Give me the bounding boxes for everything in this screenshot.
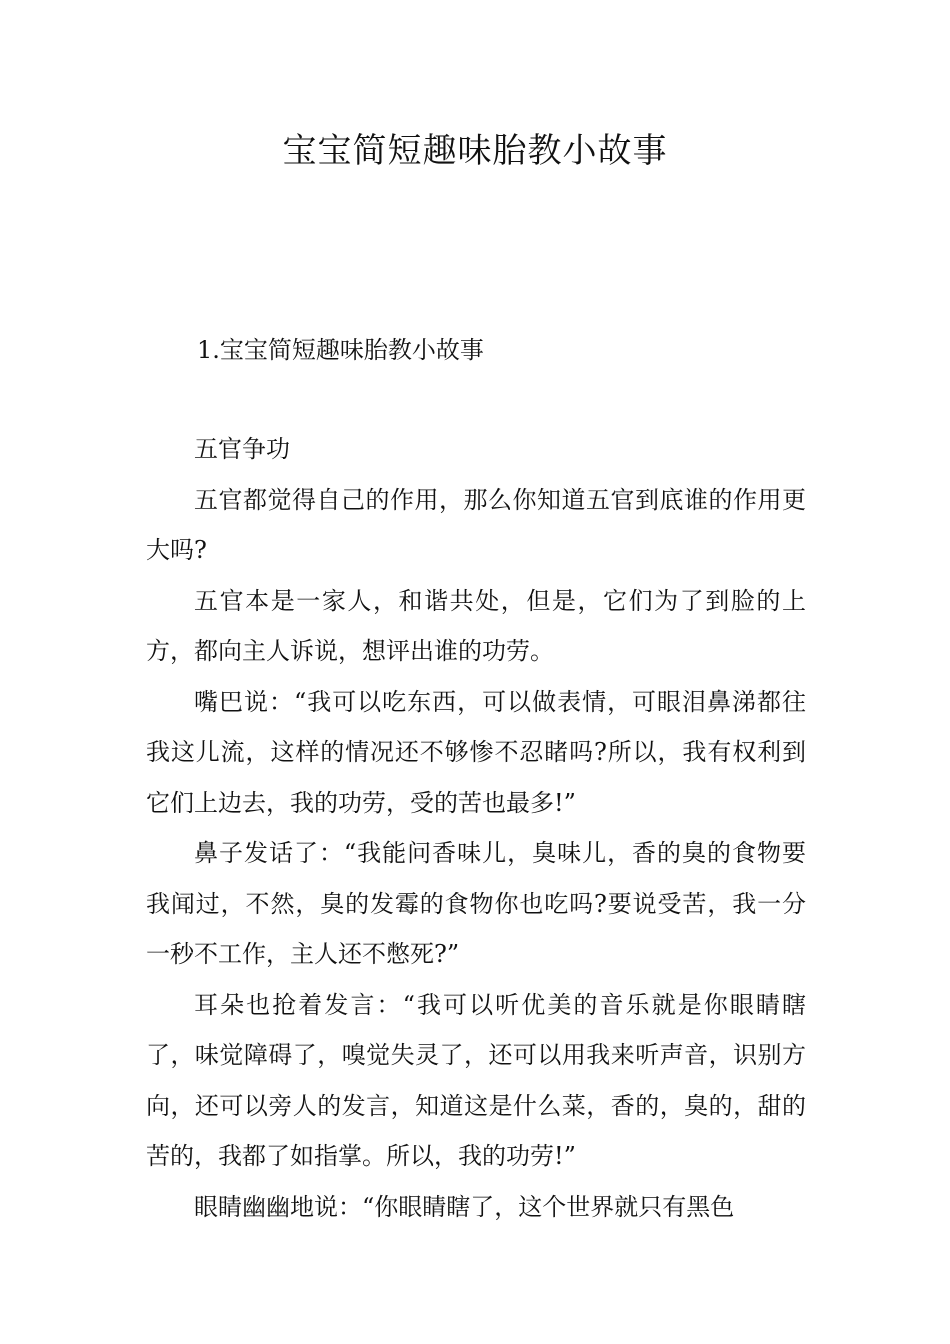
story-title: 五官争功 (194, 435, 290, 463)
paragraph: 眼睛幽幽地说：“你眼睛瞎了，这个世界就只有黑色 (194, 1192, 735, 1221)
story-body (146, 424, 806, 1232)
paragraph: 五官本是一家人，和谐共处，但是，它们为了到脸的上方，都向主人诉说，想评出谁的功劳。 (146, 586, 806, 665)
document-title: 宝宝简短趣味胎教小故事 (282, 131, 668, 171)
paragraph: 耳朵也抢着发言：“我可以听优美的音乐就是你眼睛瞎了，味觉障碍了，嗅觉失灵了，还可以用我来听声音，识别方向，还可以旁人的发言，知道这是什么菜，香的，臭的，甜的苦的，我都了如指掌。所以，我的功劳!” (146, 990, 806, 1170)
paragraph: 鼻子发话了：“我能问香味儿，臭味儿，香的臭的食物要我闻过，不然，臭的发霉的食物你也吃吗?要说受苦，我一分一秒不工作，主人还不憋死?” (146, 839, 806, 968)
paragraph: 五官都觉得自己的作用，那么你知道五官到底谁的作用更大吗? (146, 485, 806, 564)
paragraph: 嘴巴说：“我可以吃东西，可以做表情，可眼泪鼻涕都往我这儿流，这样的情况还不够惨不忍睹吗?所以，我有权利到它们上边去，我的功劳，受的苦也最多!” (146, 687, 806, 817)
section-heading: 1.宝宝简短趣味胎教小故事 (197, 336, 484, 364)
